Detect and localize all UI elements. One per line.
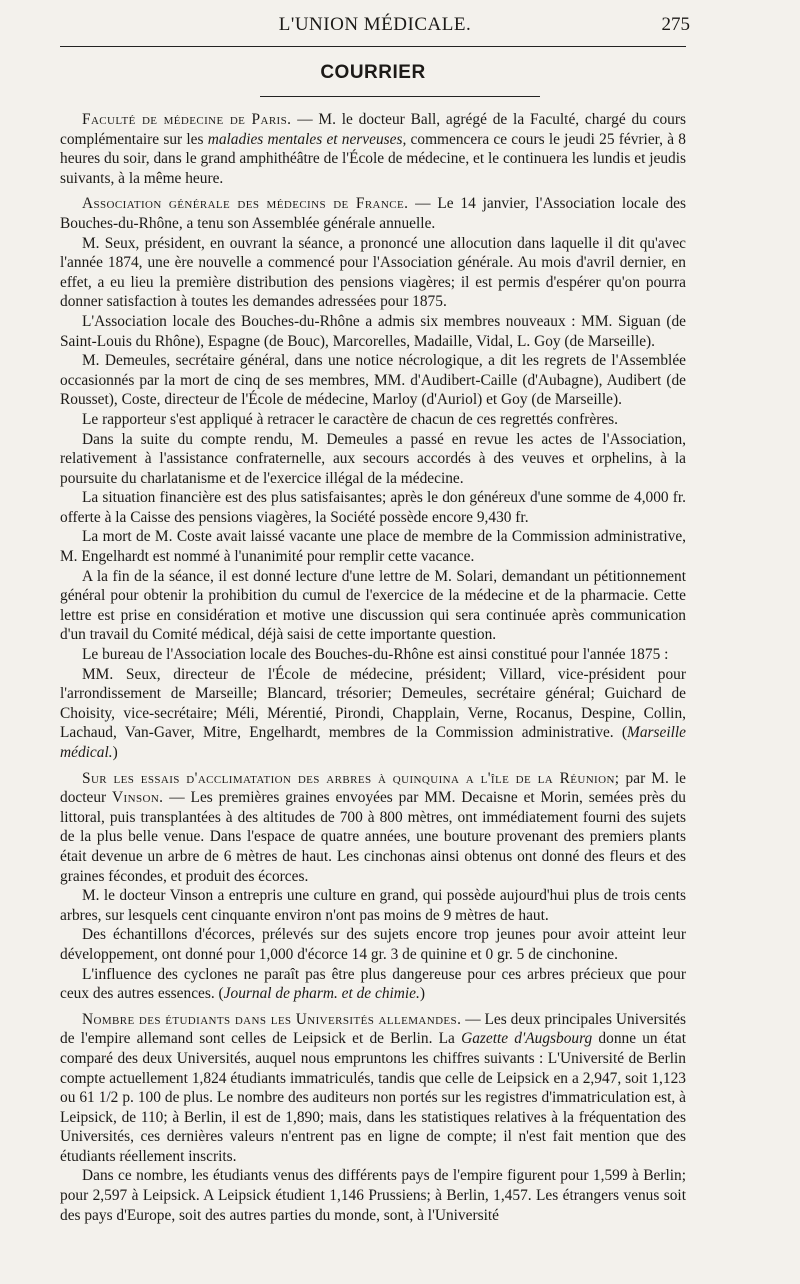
item-text: ) — [112, 744, 118, 761]
item-text: L'influence des cyclones ne paraît pas être plus dangereuse pour ces arbres précieux que pour ceux des autres essences. ( — [60, 965, 686, 1003]
source-citation: Marseille médical. — [60, 724, 686, 761]
paragraph: La situation financière est des plus satisfaisantes; après le don généreux d'une somme de 4,000 fr. offerte à la Caisse des pensions viagères, la Société possède encore 9,430 fr. — [60, 489, 686, 526]
gazette-name: Gazette d'Augsbourg — [461, 1030, 593, 1048]
news-item-faculte — [60, 110, 686, 188]
news-item-quinquina — [60, 769, 686, 887]
news-item-association — [60, 194, 686, 233]
paragraph: M. Seux, président, en ouvrant la séance, a prononcé une allocution dans laquelle il dit qu'avec l'année 1874, une ère nouvelle a commencé pour l'Association générale. Au mois d'avril dernier, en effet, a eu lieu la première distribution des pensions viagères; il est permis d'espérer qu'on pourra donner satisfaction à toutes les demandes adressées pour 1875. — [60, 234, 686, 311]
item-text: — Les deux principales Universités de l'empire allemand sont celles de Leipsick et de Berlin. La — [60, 1010, 687, 1048]
author-name: Vinson. — [112, 789, 164, 807]
section-title: COURRIER — [320, 62, 426, 83]
paragraph: M. le docteur Vinson a entrepris une culture en grand, qui possède aujourd'hui plus de trois cents arbres, sur lesquels cent cinquante environ n'ont pas moins de 9 mètres de haut. — [60, 887, 686, 924]
paragraph: Dans ce nombre, les étudiants venus des différents pays de l'empire figurent pour 1,599 à Berlin; pour 2,597 à Leipsick. A Leipsick étudient 1,146 Prussiens; à Berlin, 1,457. Les étrangers venus soit des pays d'Europe, soit des autres parties du monde, sont, à l'Université — [60, 1167, 686, 1224]
paragraph: Le rapporteur s'est appliqué à retracer le caractère de chacun de ces regrettés confrères. — [82, 410, 618, 428]
news-item-etudiants — [60, 1010, 686, 1167]
source-citation: Journal de pharm. et de chimie. — [223, 985, 420, 1003]
item-text: par M. le docteur — [60, 769, 686, 807]
paragraph: M. Demeules, secrétaire général, dans une notice nécrologique, a dit les regrets de l'Assemblée occasionnés par la mort de cinq de ses membres, MM. d'Audibert-Caille (d'Aubagne), Audibert (de Rousset), Coste, directeur de l'École de médecine, Marloy (d'Auriol) et Goy (de Marseille). — [60, 352, 686, 409]
paragraph-cyclones — [60, 965, 686, 1004]
paragraph: A la fin de la séance, il est donné lecture d'une lettre de M. Solari, demandant un pétitionnement général pour obtenir la prohibition du cumul de l'exercice de la médecine et de la pharmacie. Cette lettre est prise en considération et motive une discussion qui sera continuée après communication d'un travail du Comité médical, déjà saisi de cette importante question. — [60, 567, 686, 644]
item-heading: Association générale des médecins de France. — [82, 195, 409, 213]
paragraph: La mort de M. Coste avait laissé vacante une place de membre de la Commission administrative, M. Engelhardt est nommé à l'unanimité pour remplir cette vacance. — [60, 528, 686, 566]
article-body — [60, 110, 686, 1225]
paragraph: Des échantillons d'écorces, prélevés sur des sujets encore trop jeunes pour avoir atteint leur développement, ont donné pour 1,000 d'écorce 14 gr. 3 de quinine et 0 gr. 5 de cinchonine. — [60, 926, 686, 963]
page-number: 275 — [661, 14, 690, 35]
paragraph: L'Association locale des Bouches-du-Rhône a admis six membres nouveaux : MM. Siguan (de Saint-Louis du Rhône), Espagne (de Bouc), Marcorelles, Madaille, Vidal, L. Goy (de Marseille). — [60, 312, 686, 350]
section-rule — [260, 96, 540, 97]
item-text: MM. Seux, directeur de l'École de médecine, président; Villard, vice-président pour l'arrondissement de Marseille; Blancard, trésorier; Demeules, secrétaire général; Guichard de Choisity, vice-secrétaire; Méli, Mérentié, Pirondi, Chapplain, Verne, Rocanus, Despine, Collin, Lachaud, Van-Gaver, Mitre, Engelhardt, membres de la Commission administrative. ( — [60, 665, 686, 742]
item-text: — Les premières graines envoyées par MM. Decaisne et Morin, semées près du littoral, puis transplantées à des altitudes de 700 à 800 mètres, ont immédiatement fourni des sujets de la plus belle venue. Dans l'espace de quatre années, une bouture provenant des premiers plants était devenue un arbre de 6 mètres de haut. Les cinchonas ainsi obtenus ont donné des fleurs et des graines fécondes, et produit des écorces. — [60, 789, 686, 885]
item-text: — Le 14 janvier, l'Association locale des Bouches-du-Rhône, a tenu son Assemblée générale annuelle. — [60, 195, 686, 232]
paragraph: Dans la suite du compte rendu, M. Demeules a passé en revue les actes de l'Association, relativement à l'assistance confraternelle, aux secours accordés à des veuves et orphelins, à la poursuite du charlatanisme et de l'exercice illégal de la médecine. — [60, 430, 686, 487]
header-rule — [60, 46, 686, 47]
item-heading: Nombre des étudiants dans les Universités allemandes. — [82, 1010, 462, 1028]
journal-title: L'UNION MÉDICALE. — [278, 14, 472, 35]
item-italic: maladies mentales et nerveuses, — [207, 130, 407, 148]
item-text: — M. le docteur Ball, agrégé de la Faculté, chargé du cours complémentaire sur les — [60, 111, 686, 148]
paragraph: Le bureau de l'Association locale des Bouches-du-Rhône est ainsi constitué pour l'année 1875 : — [82, 646, 669, 664]
item-heading: Faculté de médecine de Paris. — [82, 111, 292, 128]
item-text: donne un état comparé des deux Universités, auquel nous empruntons les chiffres suivants : L'Université de Berlin compte actuellement 1,824 étudiants immatriculés, tandis que celle de Leipsick en a 2,947, soit 1,123 ou 61 1/2 p. 100 de plus. Le nombre des auditeurs non portés sur les registres d'immatriculation est, à Leipsick, de 110; à Berlin, il est de 1,890; mais, dans les statistiques relatives à la fréquentation des Universités, ces dernières valeurs n'entrent pas en ligne de compte; il n'est fait mention que des étudiants réellement inscrits. — [60, 1030, 687, 1165]
item-text: ) — [419, 985, 425, 1003]
item-text: commencera ce cours le jeudi 25 février, à 8 heures du soir, dans le grand amphithéâtre de l'École de médecine, et le continuera les lundis et jeudis suivants, à la même heure. — [60, 130, 687, 187]
paragraph-bureau — [60, 665, 686, 763]
running-head — [60, 14, 690, 42]
item-heading: Sur les essais d'acclimatation des arbres à quinquina a l'île de la Réunion; — [82, 769, 620, 787]
